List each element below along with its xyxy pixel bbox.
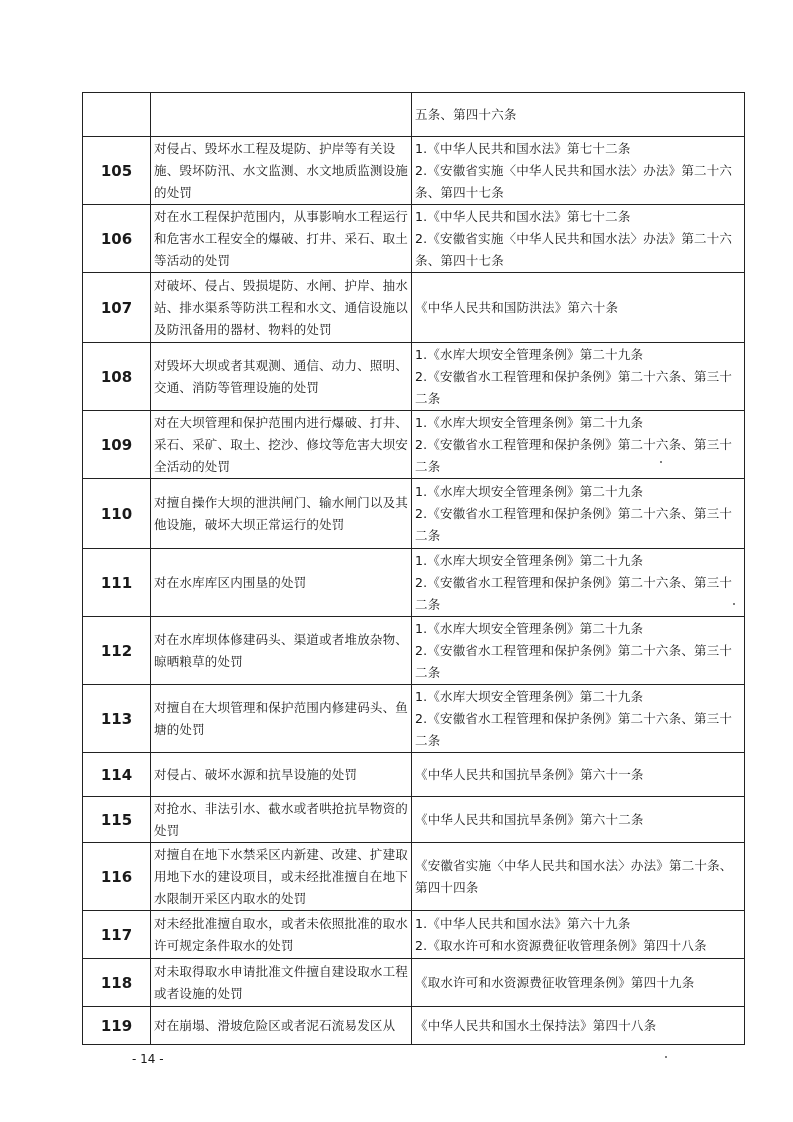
table-row (83, 753, 745, 797)
penalty-item-text: 对侵占、破坏水源和抗旱设施的处罚 (154, 766, 358, 782)
row-number: 105 (83, 137, 151, 205)
row-number: 118 (83, 959, 151, 1007)
penalty-item-cell (151, 797, 412, 843)
penalty-item-cell (151, 685, 412, 753)
penalty-item-text: 对破坏、侵占、毁损堤防、水闸、护岸、抽水站、排水渠系等防洪工程和水文、通信设施以及防汛备用的器材、物料的处罚 (154, 277, 409, 337)
page-number: - 14 - (132, 1052, 164, 1066)
legal-basis-text: 2.《安徽省水工程管理和保护条例》第二十六条、第三十二条 (415, 710, 733, 748)
row-number: 109 (83, 411, 151, 479)
legal-basis-text: 1.《水库大坝安全管理条例》第二十九条 (415, 346, 644, 362)
penalty-item-cell (151, 343, 412, 411)
penalty-item-cell (151, 617, 412, 685)
legal-basis-cell (412, 479, 745, 549)
penalty-item-cell (151, 93, 412, 137)
table-row (83, 959, 745, 1007)
penalty-item-text: 对擅自在地下水禁采区内新建、改建、扩建取用地下水的建设项目，或未经批准擅自在地下水限制开采区内取水的处罚 (154, 846, 409, 906)
table-row (83, 911, 745, 959)
penalty-item-cell (151, 843, 412, 911)
penalty-item-text: 对侵占、毁坏水工程及堤防、护岸等有关设施、毁坏防汛、水文监测、水文地质监测设施的处罚 (154, 140, 409, 200)
legal-basis-text: 2.《安徽省水工程管理和保护条例》第二十六条、第三十二条 (415, 368, 733, 406)
legal-basis-text: 2.《安徽省水工程管理和保护条例》第二十六条、第三十二条 (415, 574, 733, 612)
scan-speck (665, 1056, 667, 1058)
penalty-item-text: 对抢水、非法引水、截水或者哄抢抗旱物资的处罚 (154, 800, 409, 838)
penalty-item-cell (151, 273, 412, 343)
legal-basis-cell (412, 617, 745, 685)
table-row (83, 479, 745, 549)
penalty-item-text: 对在大坝管理和保护范围内进行爆破、打井、采石、采矿、取土、挖沙、修坟等危害大坝安全活动的处罚 (154, 414, 409, 474)
legal-basis-cell (412, 1007, 745, 1045)
penalty-item-text: 对擅自在大坝管理和保护范围内修建码头、鱼塘的处罚 (154, 699, 409, 737)
legal-basis-text: 2.《安徽省实施〈中华人民共和国水法〉办法》第二十六条、第四十七条 (415, 230, 733, 268)
penalty-item-cell (151, 479, 412, 549)
row-number: 108 (83, 343, 151, 411)
legal-basis-cell (412, 843, 745, 911)
legal-basis-cell (412, 797, 745, 843)
row-number: 114 (83, 753, 151, 797)
legal-basis-text: 1.《水库大坝安全管理条例》第二十九条 (415, 552, 644, 568)
row-number: 112 (83, 617, 151, 685)
legal-basis-cell (412, 411, 745, 479)
table-row (83, 273, 745, 343)
legal-basis-text: 2.《安徽省实施〈中华人民共和国水法〉办法》第二十六条、第四十七条 (415, 162, 733, 200)
legal-basis-text: 2.《安徽省水工程管理和保护条例》第二十六条、第三十二条 (415, 436, 733, 474)
row-number: 111 (83, 549, 151, 617)
penalty-item-text: 对在水工程保护范围内，从事影响水工程运行和危害水工程安全的爆破、打井、采石、取土等活动的处罚 (154, 208, 409, 268)
row-number: 115 (83, 797, 151, 843)
penalty-item-cell (151, 753, 412, 797)
legal-basis-text: 1.《水库大坝安全管理条例》第二十九条 (415, 414, 644, 430)
table-row (83, 843, 745, 911)
legal-basis-cell (412, 549, 745, 617)
legal-basis-text: 《中华人民共和国抗旱条例》第六十一条 (415, 766, 644, 782)
legal-basis-cell (412, 93, 745, 137)
legal-basis-text: 《取水许可和水资源费征收管理条例》第四十九条 (415, 974, 695, 990)
table-body (83, 93, 745, 1045)
table-row (83, 411, 745, 479)
legal-basis-text: 《中华人民共和国防洪法》第六十条 (415, 299, 619, 315)
legal-basis-text: 《中华人民共和国水土保持法》第四十八条 (415, 1017, 657, 1033)
penalty-item-text: 对在水库库区内围垦的处罚 (154, 574, 307, 590)
scan-speck (660, 461, 662, 463)
row-number (83, 93, 151, 137)
legal-basis-text: 1.《中华人民共和国水法》第七十二条 (415, 208, 631, 224)
row-number: 107 (83, 273, 151, 343)
penalty-table (82, 92, 745, 1045)
legal-basis-text: 五条、第四十六条 (415, 106, 517, 122)
penalty-item-text: 对未取得取水申请批准文件擅自建设取水工程或者设施的处罚 (154, 963, 409, 1001)
table-row (83, 797, 745, 843)
penalty-item-cell (151, 411, 412, 479)
legal-basis-text: 2.《安徽省水工程管理和保护条例》第二十六条、第三十二条 (415, 642, 733, 680)
penalty-item-cell (151, 911, 412, 959)
legal-basis-cell (412, 273, 745, 343)
legal-basis-text: 1.《水库大坝安全管理条例》第二十九条 (415, 483, 644, 499)
penalty-item-text: 对在崩塌、滑坡危险区或者泥石流易发区从 (154, 1017, 396, 1033)
scan-speck (733, 603, 735, 605)
penalty-item-text: 对未经批准擅自取水，或者未依照批准的取水许可规定条件取水的处罚 (154, 915, 409, 953)
penalty-item-text: 对毁坏大坝或者其观测、通信、动力、照明、交通、消防等管理设施的处罚 (154, 357, 409, 395)
penalty-item-cell (151, 959, 412, 1007)
row-number: 106 (83, 205, 151, 273)
legal-basis-text: 1.《中华人民共和国水法》第六十九条 (415, 915, 631, 931)
table-row (83, 137, 745, 205)
penalty-item-text: 对擅自操作大坝的泄洪闸门、输水闸门以及其他设施，破坏大坝正常运行的处罚 (154, 494, 409, 532)
penalty-item-cell (151, 205, 412, 273)
row-number: 113 (83, 685, 151, 753)
row-number: 119 (83, 1007, 151, 1045)
legal-basis-cell (412, 753, 745, 797)
legal-basis-cell (412, 343, 745, 411)
penalty-item-text: 对在水库坝体修建码头、渠道或者堆放杂物、晾晒粮草的处罚 (154, 631, 409, 669)
table-row (83, 1007, 745, 1045)
table-row (83, 685, 745, 753)
penalty-item-cell (151, 1007, 412, 1045)
legal-basis-cell (412, 137, 745, 205)
table-row (83, 205, 745, 273)
table-row (83, 343, 745, 411)
table-row (83, 617, 745, 685)
legal-basis-text: 1.《水库大坝安全管理条例》第二十九条 (415, 620, 644, 636)
legal-basis-text: 1.《中华人民共和国水法》第七十二条 (415, 140, 631, 156)
penalty-item-cell (151, 549, 412, 617)
table-row (83, 549, 745, 617)
legal-basis-cell (412, 685, 745, 753)
legal-basis-text: 1.《水库大坝安全管理条例》第二十九条 (415, 688, 644, 704)
legal-basis-text: 2.《取水许可和水资源费征收管理条例》第四十八条 (415, 937, 707, 953)
legal-basis-text: 《中华人民共和国抗旱条例》第六十二条 (415, 811, 644, 827)
legal-basis-cell (412, 205, 745, 273)
legal-basis-cell (412, 911, 745, 959)
row-number: 116 (83, 843, 151, 911)
row-number: 110 (83, 479, 151, 549)
table-row (83, 93, 745, 137)
row-number: 117 (83, 911, 151, 959)
legal-basis-text: 2.《安徽省水工程管理和保护条例》第二十六条、第三十二条 (415, 505, 733, 543)
legal-basis-cell (412, 959, 745, 1007)
legal-basis-text: 《安徽省实施〈中华人民共和国水法〉办法》第二十条、第四十四条 (415, 857, 733, 895)
penalty-item-cell (151, 137, 412, 205)
